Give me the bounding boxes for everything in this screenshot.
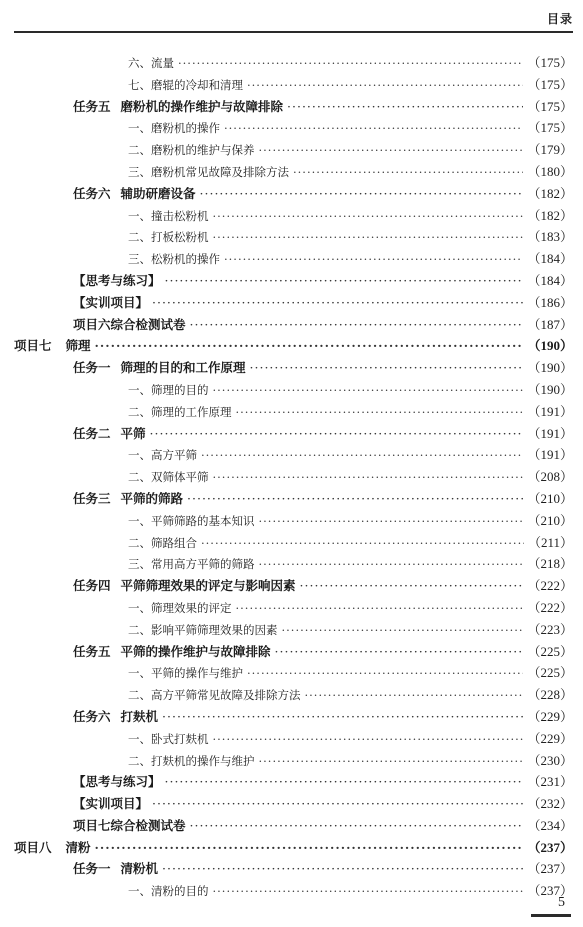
toc-entry-page: （191） — [527, 447, 573, 463]
toc-leader-dots — [213, 206, 524, 228]
toc-entry-title: 【思考与练习】 — [73, 774, 161, 790]
toc-entry — [0, 96, 583, 118]
toc-leader-dots — [236, 402, 524, 424]
toc-entry-title: 三、磨粉机常见故障及排除方法 — [128, 164, 289, 179]
toc-entry — [0, 532, 583, 554]
toc-leader-dots — [224, 118, 523, 140]
toc-entry — [0, 117, 583, 139]
toc-leader-dots — [282, 620, 524, 642]
toc-entry-line — [73, 793, 573, 815]
toc-entry-title: 平筛 — [120, 425, 146, 441]
toc-entry — [0, 161, 583, 183]
toc-entry — [0, 335, 583, 357]
toc-entry-title: 二、双筛体平筛 — [128, 470, 209, 485]
toc-entry — [0, 553, 583, 575]
toc-entry-title: 平筛的操作维护与故障排除 — [120, 643, 271, 659]
toc-entry-line — [128, 510, 573, 533]
toc-entry-title: 三、松粉机的操作 — [128, 252, 220, 267]
toc-entry-page: （190） — [527, 338, 573, 354]
toc-entry-line — [128, 444, 573, 467]
toc-entry-title: 二、筛路组合 — [128, 535, 197, 550]
toc-entry-page: （191） — [527, 425, 573, 441]
toc-entry-title: 【思考与练习】 — [73, 272, 161, 288]
toc-entry-line — [73, 314, 573, 336]
toc-entry-prefix: 任务一 — [73, 861, 111, 877]
toc-entry — [0, 466, 583, 488]
toc-leader-dots — [247, 663, 523, 685]
running-header: 目录 — [546, 12, 573, 26]
toc-entry — [0, 750, 583, 772]
toc-entry-prefix: 项目八 — [14, 839, 52, 855]
toc-entry — [0, 728, 583, 750]
toc-entry-title: 二、打麸机的操作与维护 — [128, 753, 255, 768]
toc-entry — [0, 270, 583, 292]
toc-entry-line — [128, 74, 573, 97]
toc-entry-line — [73, 270, 573, 292]
toc-leader-dots — [150, 423, 524, 445]
toc-entry-line — [73, 575, 573, 597]
toc-leader-dots — [250, 357, 524, 379]
toc-entry-title: 一、高方平筛 — [128, 448, 197, 463]
toc-entry — [0, 858, 583, 880]
toc-entry-page: （234） — [527, 817, 573, 833]
toc-entry-title: 清粉 — [65, 839, 91, 855]
toc-entry-title: 六、流量 — [128, 56, 174, 70]
toc-entry — [0, 575, 583, 597]
toc-entry-line — [128, 248, 573, 271]
toc-leader-dots — [293, 162, 523, 184]
toc-entry-line — [128, 117, 573, 140]
toc-leader-dots — [213, 729, 524, 751]
toc-entry-title: 【实训项目】 — [73, 294, 149, 310]
toc-entry-line — [128, 532, 573, 555]
toc-entry-title: 打麸机 — [120, 708, 159, 724]
toc-entry-title: 清粉机 — [120, 861, 159, 877]
toc-leader-dots — [201, 533, 524, 555]
toc-leader-dots — [165, 771, 524, 793]
toc-entry-title: 辅助研磨设备 — [120, 185, 196, 201]
toc-entry-line — [128, 880, 573, 903]
toc-entry-prefix: 任务三 — [73, 490, 111, 506]
toc-entry-line — [128, 226, 573, 249]
toc-leader-dots — [162, 858, 523, 880]
toc-entry-title: 【实训项目】 — [73, 796, 149, 812]
toc-entry-line — [128, 161, 573, 184]
toc-entry — [0, 880, 583, 902]
toc-entry-page: （180） — [527, 163, 573, 179]
toc-entry — [0, 488, 583, 510]
toc-entry-page: （175） — [527, 120, 573, 136]
toc-entry-page: （187） — [527, 316, 573, 332]
toc-entry — [0, 52, 583, 74]
toc-entry-title: 磨粉机的操作维护与故障排除 — [120, 98, 284, 114]
toc-leader-dots — [259, 751, 524, 773]
toc-entry-line — [14, 837, 573, 859]
toc-leader-dots — [305, 685, 524, 707]
toc-entry-line — [128, 619, 573, 642]
toc-entry-page: （186） — [527, 294, 573, 310]
toc-entry-page: （175） — [527, 55, 573, 70]
toc-entry-title: 一、磨粉机的操作 — [128, 121, 220, 136]
toc-entry-title: 二、高方平筛常见故障及排除方法 — [128, 688, 301, 703]
toc-entry-page: （208） — [527, 469, 573, 485]
toc-entry-prefix: 任务六 — [73, 185, 111, 201]
toc-entry-page: （184） — [527, 272, 573, 288]
toc-entry — [0, 444, 583, 466]
toc-entry-title: 项目六综合检测试卷 — [73, 316, 186, 332]
toc-leader-dots — [95, 335, 524, 357]
toc-entry-page: （211） — [527, 534, 573, 550]
toc-entry-line — [128, 139, 573, 162]
toc-leader-dots — [190, 815, 524, 837]
toc-entry-line — [128, 205, 573, 228]
toc-entry-page: （179） — [527, 142, 573, 158]
toc-entry-page: （230） — [527, 752, 573, 768]
toc-entry-title: 二、筛理的工作原理 — [128, 404, 232, 419]
toc-entry-page: （175） — [527, 76, 573, 92]
toc-entry-page: （232） — [527, 796, 573, 812]
toc-entry-title: 筛理的目的和工作原理 — [120, 360, 246, 376]
toc-entry-title: 七、磨辊的冷却和清理 — [128, 77, 243, 92]
toc-entry-page: （218） — [527, 556, 573, 572]
toc-entry-title: 平筛筛理效果的评定与影响因素 — [120, 578, 296, 594]
toc-leader-dots — [213, 881, 524, 903]
toc-entry — [0, 597, 583, 619]
toc-entry-page: （229） — [527, 708, 573, 724]
toc-entry-line — [128, 379, 573, 402]
toc-entry-page: （210） — [527, 512, 573, 528]
toc-entry-line — [73, 423, 573, 445]
toc-entry-line — [73, 641, 573, 663]
toc-entry — [0, 314, 583, 336]
toc-entry — [0, 837, 583, 859]
toc-entry — [0, 183, 583, 205]
toc-entry-prefix: 任务五 — [73, 98, 111, 114]
toc-leader-dots — [213, 227, 524, 249]
toc-entry-prefix: 任务五 — [73, 643, 111, 659]
toc-entry-prefix: 项目七 — [14, 338, 52, 354]
toc-entry-page: （237） — [527, 883, 573, 899]
toc-entry-page: （229） — [527, 730, 573, 746]
toc-entry — [0, 771, 583, 793]
toc-entry-line — [73, 706, 573, 728]
toc-entry — [0, 510, 583, 532]
toc-leader-dots — [287, 96, 523, 118]
toc-entry — [0, 379, 583, 401]
toc-entry — [0, 619, 583, 641]
toc-entry — [0, 401, 583, 423]
toc-leader-dots — [162, 706, 523, 728]
toc-entry-line — [73, 96, 573, 118]
toc-entry-page: （223） — [527, 621, 573, 637]
toc-entry-page: （210） — [527, 490, 573, 506]
toc-entry-page: （231） — [527, 774, 573, 790]
toc-entry — [0, 815, 583, 837]
toc-entry — [0, 74, 583, 96]
toc-entry-page: （237） — [527, 861, 573, 877]
toc-entry-page: （182） — [527, 207, 573, 223]
toc-entry — [0, 662, 583, 684]
toc-entry-title: 平筛的筛路 — [120, 490, 184, 506]
toc-entry-title: 项目七综合检测试卷 — [73, 817, 186, 833]
toc-entry-title: 一、筛理效果的评定 — [128, 600, 232, 615]
toc-leader-dots — [200, 183, 524, 205]
toc-entry-line — [128, 553, 573, 576]
toc-entry-line — [128, 597, 573, 620]
toc-entry — [0, 139, 583, 161]
toc-entry-line — [73, 815, 573, 837]
toc-leader-dots — [190, 314, 524, 336]
header-rule — [14, 31, 573, 33]
toc-entry-title: 二、打板松粉机 — [128, 230, 209, 245]
toc-entry — [0, 684, 583, 706]
toc-leader-dots — [178, 53, 523, 75]
page-number: 5 — [558, 895, 565, 910]
toc-entry-title: 一、筛理的目的 — [128, 382, 209, 397]
toc-entry-prefix: 任务一 — [73, 360, 111, 376]
toc-leader-dots — [152, 292, 523, 314]
toc-leader-dots — [259, 554, 524, 576]
toc-entry-title: 筛理 — [65, 338, 91, 354]
toc-entry-line — [73, 357, 573, 379]
toc-leader-dots — [213, 467, 524, 489]
toc-entry-page: （222） — [527, 578, 573, 594]
toc-entry-page: （191） — [527, 403, 573, 419]
toc-entry-line — [73, 488, 573, 510]
toc-entry-page: （225） — [527, 665, 573, 681]
toc-entry — [0, 706, 583, 728]
toc-entry-title: 一、平筛的操作与维护 — [128, 666, 243, 681]
toc-leader-dots — [275, 641, 524, 663]
toc-entry — [0, 641, 583, 663]
toc-entry-prefix: 任务四 — [73, 578, 111, 594]
toc-entry-title: 一、卧式打麸机 — [128, 731, 209, 746]
toc-entry-line — [128, 52, 573, 75]
toc-entry — [0, 357, 583, 379]
toc-entry-page: （175） — [527, 98, 573, 114]
toc-entry-line — [73, 183, 573, 205]
toc-entry-page: （237） — [527, 839, 573, 855]
toc-entry-line — [128, 401, 573, 424]
toc-entry-page: （190） — [527, 360, 573, 376]
toc-entry-line — [73, 858, 573, 880]
toc-leader-dots — [259, 511, 524, 533]
toc-entry-line — [128, 466, 573, 489]
toc-entry-line — [14, 335, 573, 357]
toc-leader-dots — [224, 249, 523, 271]
toc-entry — [0, 292, 583, 314]
toc-entry-page: （182） — [527, 185, 573, 201]
toc-leader-dots — [213, 380, 524, 402]
toc-entry-page: （225） — [527, 643, 573, 659]
footer-rule — [531, 914, 571, 917]
table-of-contents — [0, 52, 583, 902]
toc-leader-dots — [201, 445, 523, 467]
toc-entry-page: （222） — [527, 599, 573, 615]
toc-leader-dots — [165, 270, 524, 292]
toc-entry-prefix: 任务六 — [73, 708, 111, 724]
toc-entry — [0, 423, 583, 445]
toc-entry-title: 一、平筛筛路的基本知识 — [128, 513, 255, 528]
toc-leader-dots — [152, 793, 523, 815]
toc-leader-dots — [259, 140, 524, 162]
toc-entry-page: （228） — [527, 687, 573, 703]
toc-entry-line — [128, 728, 573, 751]
toc-entry-page: （183） — [527, 229, 573, 245]
toc-entry-line — [73, 771, 573, 793]
toc-entry-title: 一、清粉的目的 — [128, 884, 209, 899]
toc-entry-title: 三、常用高方平筛的筛路 — [128, 557, 255, 572]
toc-leader-dots — [187, 488, 523, 510]
toc-entry — [0, 248, 583, 270]
toc-entry — [0, 226, 583, 248]
toc-entry-page: （184） — [527, 251, 573, 267]
toc-entry-line — [128, 684, 573, 707]
toc-leader-dots — [247, 75, 523, 97]
toc-entry — [0, 205, 583, 227]
toc-entry-line — [73, 292, 573, 314]
toc-entry-title: 二、影响平筛筛理效果的因素 — [128, 622, 278, 637]
toc-leader-dots — [300, 575, 524, 597]
toc-entry-prefix: 任务二 — [73, 425, 111, 441]
toc-entry-line — [128, 662, 573, 685]
toc-leader-dots — [236, 598, 524, 620]
toc-entry-title: 一、撞击松粉机 — [128, 208, 209, 223]
toc-entry-line — [128, 750, 573, 773]
toc-entry-title: 二、磨粉机的维护与保养 — [128, 143, 255, 158]
toc-entry — [0, 793, 583, 815]
toc-leader-dots — [95, 837, 524, 859]
toc-entry-page: （190） — [527, 381, 573, 397]
